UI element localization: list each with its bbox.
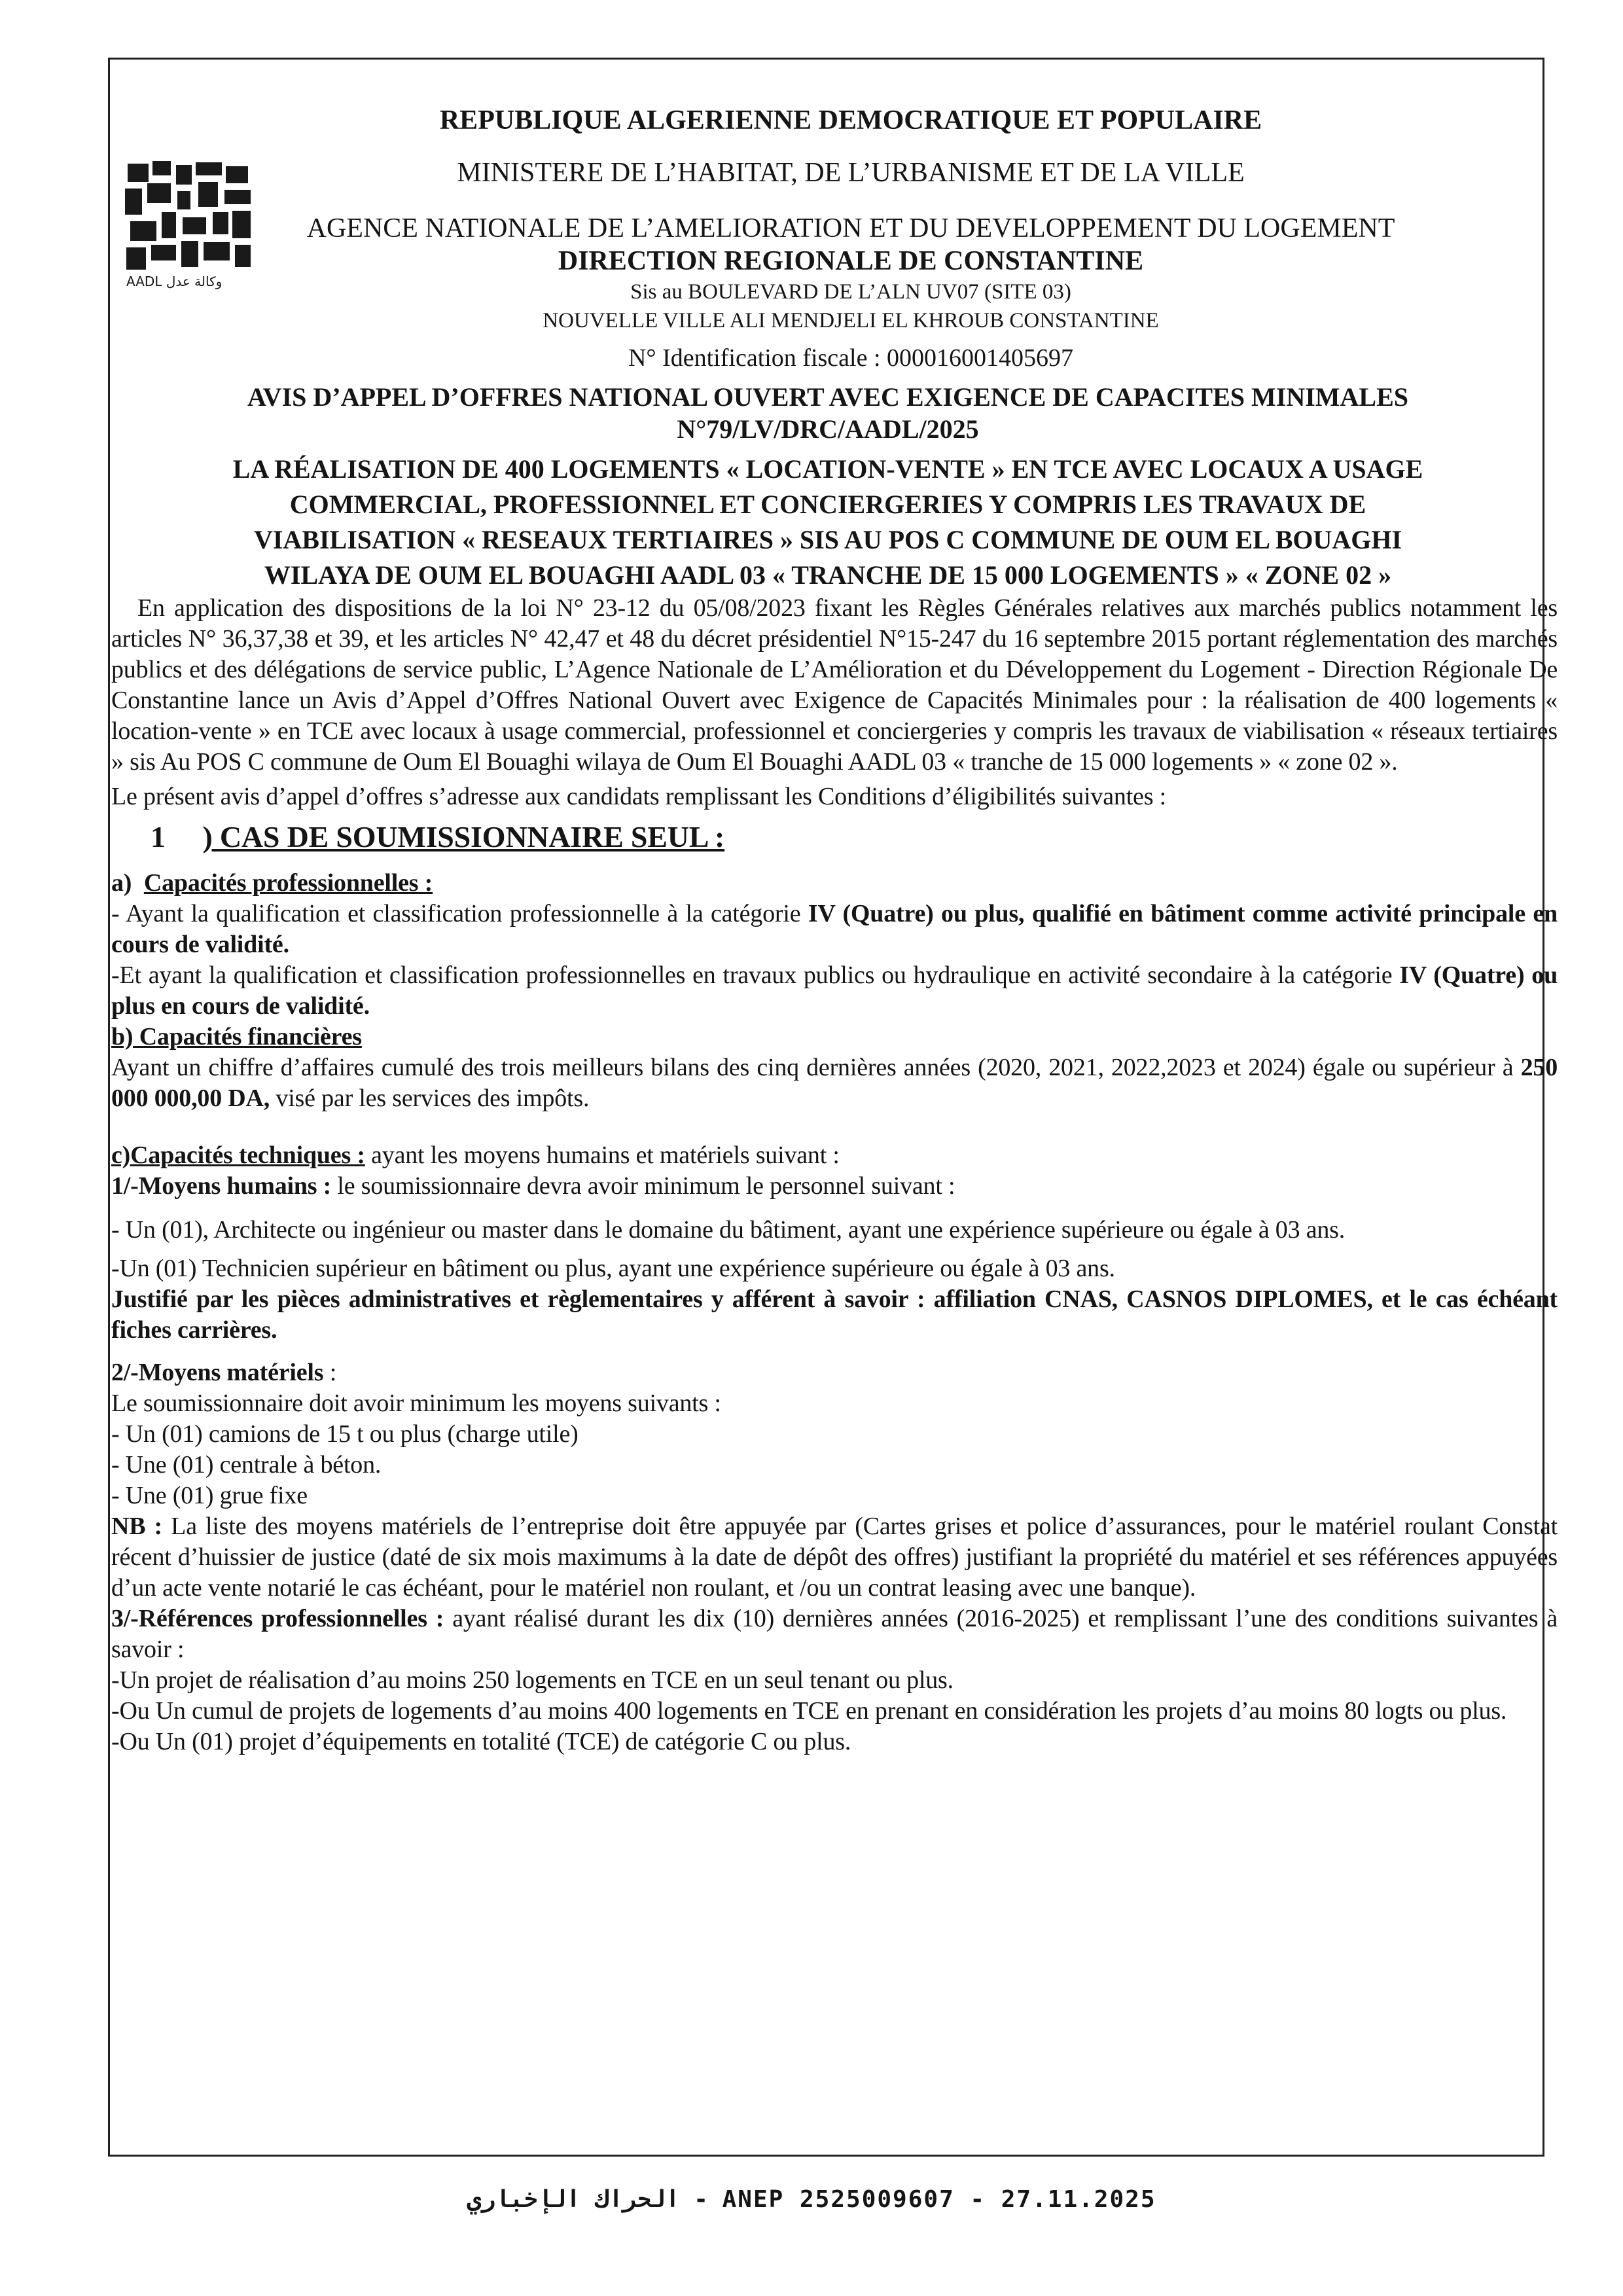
notice-title-line1: AVIS D’APPEL D’OFFRES NATIONAL OUVERT AVEC EXIGENCE DE CAPACITES MINIMALES (247, 382, 1409, 412)
r-item-1: -Un projet de réalisation d’au moins 250 logements en TCE en un seul tenant ou plus. (111, 1666, 954, 1694)
references-line (111, 1604, 1558, 1665)
a-label: a) (111, 869, 132, 897)
m-item-3: - Une (01) grue fixe (111, 1482, 308, 1509)
a-item-1 (111, 899, 1558, 960)
capacites-techniques-line (111, 1140, 1558, 1171)
b-paragraph (111, 1052, 1558, 1114)
moyens-humains-line (111, 1171, 1558, 1202)
h-item-2: -Un (01) Technicien supérieur en bâtiment ou plus, ayant une expérience supérieure ou égale à 03 ans. (111, 1255, 1115, 1282)
a-item-2-text: -Et ayant la qualification et classification professionnelles en travaux publics ou hydraulique en activité secondaire à la catégorie (111, 961, 1400, 989)
section-1-number: 1 (151, 820, 166, 853)
section-1-title: ) CAS DE SOUMISSIONNAIRE SEUL : (202, 820, 725, 853)
body-content (111, 593, 1558, 1757)
ministry-title: MINISTERE DE L’HABITAT, DE L’URBANISME ET DE LA VILLE (457, 158, 1245, 188)
nb-paragraph (111, 1511, 1558, 1604)
eligibility-line: Le présent avis d’appel d’offres s’adresse aux candidats remplissant les Conditions d’éligibilités suivantes : (111, 783, 1166, 810)
a-item-2-bold: IV (Quatre) ou plus en cours de validité. (111, 961, 1558, 1020)
a-title: Capacités professionnelles : (143, 869, 433, 897)
b-text-2: visé par les services des impôts. (270, 1085, 590, 1112)
m-item-2: - Une (01) centrale à béton. (111, 1451, 382, 1479)
h-text: le soumissionnaire devra avoir minimum le personnel suivant : (331, 1172, 955, 1200)
h-item-1: - Un (01), Architecte ou ingénieur ou master dans le domaine du bâtiment, ayant une expérience supérieure ou égale à 03 ans. (111, 1216, 1346, 1244)
intro-paragraph: En application des dispositions de la loi N° 23-12 du 05/08/2023 fixant les Règles Générales relatives aux marchés publics notamment les articles N° 36,37,38 et 39, et les articles N° 42,47 et 48 du décret présidentiel N°15-247 du 16 septembre 2015 portant réglementation des marchés publics et des délégations de service public, L’Agence Nationale de L’Amélioration et du Développement du Logement - Direction Régionale De Constantine lance un Avis d’Appel d’Offres National Ouvert avec Exigence de Capacités Minimales pour : la réalisation de 400 logements « location-vente » en TCE avec locaux à usage commercial, professionnel et conciergeries y compris les travaux de viabilisation « réseaux tertiaires » sis Au POS C commune de Oum El Bouaghi wilaya de Oum El Bouaghi AADL 03 « tranche de 15 000 logements » « zone 02 ». (111, 594, 1558, 776)
a-item-1-bold: IV (Quatre) ou plus, qualifié en bâtiment comme activité principale en cours de validité. (111, 900, 1558, 958)
r-item-2: -Ou Un cumul de projets de logements d’au moins 400 logements en TCE en prenant en considération les projets d’au moins 80 logts ou plus. (111, 1697, 1507, 1725)
project-line-1: LA RÉALISATION DE 400 LOGEMENTS « LOCATION-VENTE » EN TCE AVEC LOCAUX A USAGE (232, 454, 1423, 484)
a-item-2 (111, 960, 1558, 1022)
c-title: c)Capacités techniques : (111, 1141, 365, 1169)
address-line-1: Sis au BOULEVARD DE L’ALN UV07 (SITE 03) (630, 280, 1071, 304)
r-title: 3/-Références professionnelles : (111, 1605, 444, 1632)
project-line-4: WILAYA DE OUM EL BOUAGHI AADL 03 « TRANCHE DE 15 000 LOGEMENTS » « ZONE 02 » (264, 560, 1392, 590)
capacites-financieres-heading (111, 1022, 1558, 1052)
a-item-1-text: - Ayant la qualification et classification professionnelle à la catégorie (111, 900, 808, 927)
moyens-materiels-line (111, 1357, 1558, 1388)
m-title: 2/-Moyens matériels (111, 1359, 324, 1386)
fiscal-id: N° Identification fiscale : 000016001405697 (628, 344, 1074, 372)
nb-text: La liste des moyens matériels de l’entreprise doit être appuyée par (Cartes grises et police d’assurances, pour le matériel roulant Constat récent d’huissier de justice (daté de six mois maximums à la date de dépôt des offres) justifiant la propriété du matériel et ses références appuyées d’un acte vente notarié le cas échéant, pour le matériel non roulant, et /ou un contrat leasing avec une banque). (111, 1513, 1558, 1602)
m-intro: Le soumissionnaire doit avoir minimum les moyens suivants : (111, 1390, 721, 1417)
project-line-3: VIABILISATION « RESEAUX TERTIAIRES » SIS AU POS C COMMUNE DE OUM EL BOUAGHI (253, 525, 1402, 554)
project-line-2: COMMERCIAL, PROFESSIONNEL ET CONCIERGERIES Y COMPRIS LES TRAVAUX DE (289, 490, 1366, 519)
republic-title: REPUBLIQUE ALGERIENNE DEMOCRATIQUE ET POPULAIRE (439, 105, 1262, 135)
project-title (164, 452, 1492, 593)
r-item-3: -Ou Un (01) projet d’équipements en totalité (TCE) de catégorie C ou plus. (111, 1728, 851, 1755)
m-title-suffix: : (323, 1359, 337, 1386)
b-amount: 250 000 000,00 DA, (111, 1054, 1558, 1112)
address-line-2: NOUVELLE VILLE ALI MENDJELI EL KHROUB CONSTANTINE (543, 309, 1159, 332)
notice-reference: N°79/LV/DRC/AADL/2025 (677, 414, 979, 444)
section-1-heading (111, 821, 1558, 855)
capacites-professionnelles-heading (111, 868, 1558, 899)
nb-label: NB : (111, 1513, 163, 1540)
h-justification-text: Justifié par les pièces administratives et règlementaires y afférent à savoir : affiliation CNAS, CASNOS DIPLOMES, et le cas échéant fiches carrières. (111, 1285, 1558, 1344)
direction-title: DIRECTION REGIONALE DE CONSTANTINE (558, 246, 1144, 276)
r-text: ayant réalisé durant les dix (10) dernières années (2016-2025) et remplissant l’une des conditions suivantes à savoir : (111, 1605, 1558, 1663)
c-text: ayant les moyens humains et matériels suivant : (365, 1141, 840, 1169)
h-justification (111, 1284, 1558, 1346)
footer-stamp: الحراك الإخباري - ANEP 2525009607 - 27.11.2025 (467, 2186, 1156, 2213)
h-title: 1/-Moyens humains : (111, 1172, 332, 1200)
m-item-1: - Un (01) camions de 15 t ou plus (charge utile) (111, 1420, 579, 1448)
b-text-1: Ayant un chiffre d’affaires cumulé des trois meilleurs bilans des cinq dernières années (2020, 2021, 2022,2023 et 2024) égale ou supérieur à (111, 1054, 1521, 1081)
notice-title (164, 381, 1492, 445)
agency-title: AGENCE NATIONALE DE L’AMELIORATION ET DU DEVELOPPEMENT DU LOGEMENT (306, 213, 1395, 243)
logo-caption: AADL وكالة عدل (126, 274, 223, 289)
b-title: b) Capacités financières (111, 1023, 362, 1050)
